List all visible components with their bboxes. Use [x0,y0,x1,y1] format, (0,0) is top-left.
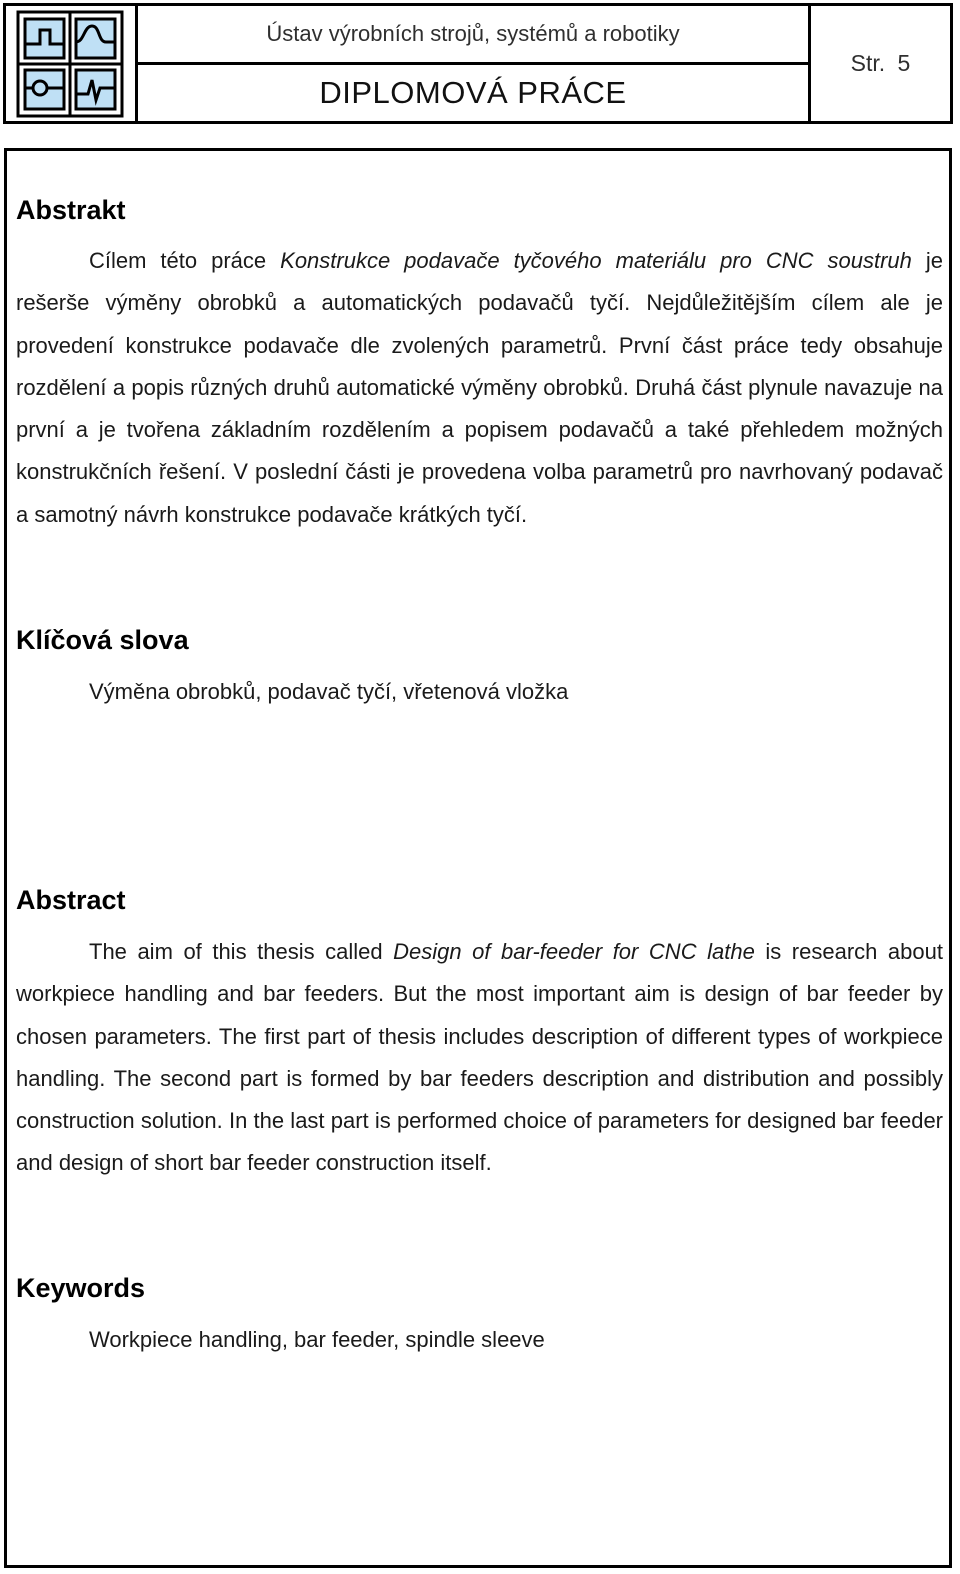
keywords-cz-heading: Klíčová slova [16,625,189,655]
institute-name: Ústav výrobních strojů, systémů a robotiky [266,21,680,46]
header-title-cell [138,6,811,121]
logo-cell [6,6,138,121]
abstract-en-body: is research about workpiece handling and bar feeders. But the most important aim is design of bar feeder by chosen parameters. The first part of thesis includes description of different types of workpiece handling. The second part is formed by bar feeders description and distribution and possibly construction solution. In the last part is performed choice of parameters for designed bar feeder and design of short bar feeder construction itself. [16,939,943,1176]
page-number: Str. 5 [850,50,911,76]
abstract-cz-heading: Abstrakt [16,195,126,225]
institute-row [138,6,808,65]
keywords-en-text: Workpiece handling, bar feeder, spindle sleeve [89,1327,545,1352]
keywords-en-heading: Keywords [16,1273,146,1303]
keywords-cz-text: Výměna obrobků, podavač tyčí, vřetenová vložka [89,679,569,704]
page-header [3,3,953,124]
abstract-cz-paragraph [16,240,943,536]
institute-logo-icon [14,8,130,120]
abstract-en-intro: The aim of this thesis called [89,939,394,964]
abstract-cz-thesis-title: Konstrukce podavače tyčového materiálu pro CNC soustruh [280,248,912,273]
abstract-en-heading: Abstract [16,885,126,915]
page-number-cell [811,6,950,121]
document-type: DIPLOMOVÁ PRÁCE [319,75,627,110]
abstract-en-thesis-title: Design of bar-feeder for CNC lathe [393,939,755,964]
content-frame [4,148,952,1568]
abstract-cz-body: je rešerše výměny obrobků a automatických podavačů tyčí. Nejdůležitějším cílem ale je provedení konstrukce podavače dle zvolených parametrů. První část práce tedy obsahuje rozdělení a popis různých druhů automatické výměny obrobků. Druhá část plynule navazuje na první a je tvořena základním rozdělením a popisem podavačů a také přehledem možných konstrukčních řešení. V poslední části je provedena volba parametrů pro navrhovaný podavač a samotný návrh konstrukce podavače krátkých tyčí. [16,248,943,527]
abstract-en-paragraph [16,931,943,1185]
doc-type-row [138,65,808,121]
abstract-cz-intro: Cílem této práce [89,248,281,273]
